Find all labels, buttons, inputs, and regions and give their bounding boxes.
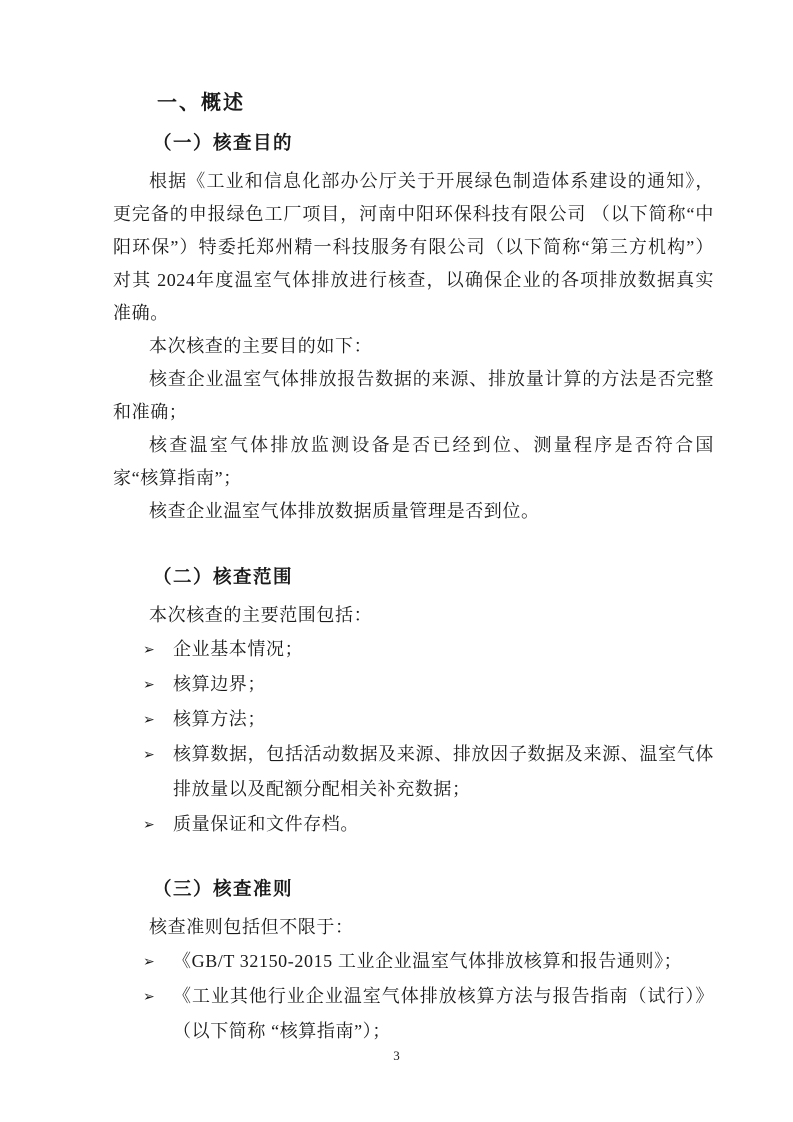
paragraph: 本次核查的主要目的如下： — [149, 336, 373, 356]
arrow-bullet-icon: ➢ — [143, 817, 156, 833]
paragraph: 根据《工业和信息化部办公厅关于开展绿色制造体系建设的通知》，更完备的申报绿色工厂项目，河南中阳环保科技有限公司 （以下简称“中阳环保”）特委托郑州精一科技服务有限公司（以下简称“第三方机构”）对其 2024年度温室气体排放进行核查，以确保企业的各项排放数据真实准确。 — [113, 171, 714, 323]
paragraph: 核查企业温室气体排放数据质量管理是否到位。 — [149, 501, 540, 521]
chapter-heading: 一、概述 — [157, 92, 245, 114]
list-item — [113, 944, 714, 979]
list-item-text: 《工业其他行业企业温室气体排放核算方法与报告指南（试行）》（以下简称 “核算指南”）； — [173, 986, 714, 1041]
arrow-bullet-icon: ➢ — [143, 642, 156, 658]
criteria-bullet-list — [113, 944, 714, 1049]
list-item — [113, 667, 714, 702]
list-item — [113, 632, 714, 667]
list-item-text: 核算方法； — [173, 709, 266, 729]
paragraph: 核查企业温室气体排放报告数据的来源、排放量计算的方法是否完整和准确； — [113, 369, 714, 422]
scope-bullet-list — [113, 632, 714, 842]
paragraph: 本次核查的主要范围包括： — [149, 605, 373, 625]
arrow-bullet-icon: ➢ — [143, 677, 156, 693]
list-item-text: 《GB/T 32150-2015 工业企业温室气体排放核算和报告通则》； — [173, 951, 683, 971]
list-item-text: 核算数据，包括活动数据及来源、排放因子数据及来源、温室气体排放量以及配额分配相关补充数据； — [173, 744, 714, 799]
page-number: 3 — [393, 1048, 400, 1063]
arrow-bullet-icon: ➢ — [143, 712, 156, 728]
list-item-text: 核算边界； — [173, 674, 266, 694]
list-item — [113, 702, 714, 737]
page-body — [113, 88, 714, 1049]
list-item-text: 企业基本情况； — [173, 639, 304, 659]
section-title-scope: （二）核查范围 — [153, 568, 294, 588]
paragraph: 核查温室气体排放监测设备是否已经到位、测量程序是否符合国家“核算指南”； — [113, 435, 714, 488]
arrow-bullet-icon: ➢ — [143, 747, 156, 763]
section-title-criteria: （三）核查准则 — [153, 880, 294, 900]
list-item — [113, 737, 714, 807]
paragraph: 核查准则包括但不限于： — [149, 917, 354, 937]
list-item — [113, 979, 714, 1049]
list-item — [113, 807, 714, 842]
arrow-bullet-icon: ➢ — [143, 954, 156, 970]
list-item-text: 质量保证和文件存档。 — [173, 814, 359, 834]
arrow-bullet-icon: ➢ — [143, 989, 156, 1005]
section-title-purpose: （一）核查目的 — [153, 134, 294, 154]
